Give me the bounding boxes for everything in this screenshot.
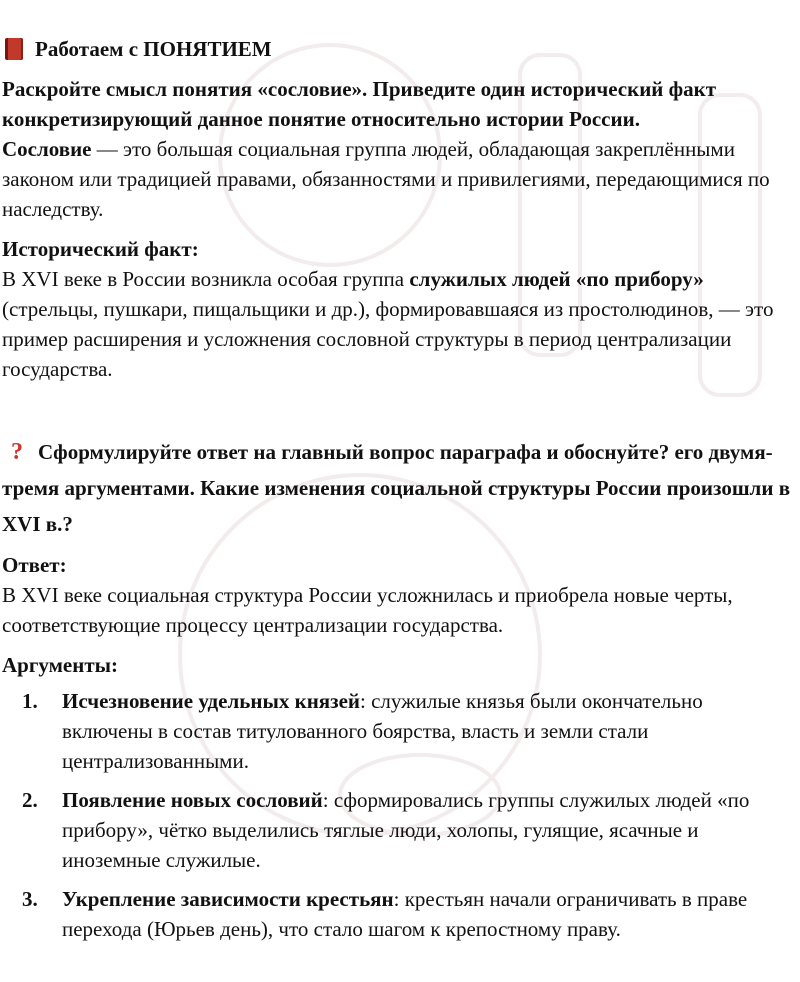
fact-paragraph [2, 264, 796, 384]
arguments-label: Аргументы: [2, 653, 119, 677]
argument-title: Укрепление зависимости крестьян [62, 887, 394, 911]
fact-text-after: (стрельцы, пушкари, пищальщики и др.), формировавшаяся из простолюдинов, — это пример расширения и усложнения сословной структуры в период централизации государства. [2, 297, 774, 381]
fact-text-bold: служилых людей «по прибору» [409, 267, 704, 291]
argument-title: Исчезновение удельных князей [62, 689, 361, 713]
document-page [0, 35, 800, 944]
argument-number: 1. [22, 689, 38, 713]
argument-text: : крестьян начали ограничивать в праве перехода (Юрьев день), что стало шагом к крепостному праву. [62, 887, 748, 941]
argument-number: 3. [22, 887, 38, 911]
task-prompt: Раскройте смысл понятия «сословие». Приведите один исторический факт конкретизирующий данное понятие относительно истории России. [2, 77, 717, 131]
argument-item [2, 785, 796, 875]
argument-text: : служилые князья были окончательно включены в состав титулованного боярства, власть и земли стали централизованными. [62, 689, 703, 773]
argument-item [2, 686, 796, 776]
definition-paragraph [2, 134, 796, 224]
answer-paragraph: В XVI веке социальная структура России усложнилась и приобрела новые черты, соответствующие процессу централизации государства. [2, 583, 733, 637]
argument-item [2, 884, 796, 944]
fact-label: Исторический факт: [2, 237, 199, 261]
answer-label: Ответ: [2, 553, 67, 577]
argument-number: 2. [22, 788, 38, 812]
argument-text: : сформировались группы служилых людей «по прибору», чётко выделились тяглые люди, холопы, гулящие, ясачные и иноземные служилые. [62, 788, 750, 872]
section-heading [2, 35, 796, 63]
question-mark-icon: ? [11, 439, 23, 465]
fact-text-before: В XVI веке в России возникла особая группа [2, 267, 410, 291]
question-heading [2, 434, 796, 542]
book-icon [5, 38, 23, 60]
section-title: Работаем с ПОНЯТИЕМ [35, 36, 272, 61]
arguments-list [2, 686, 796, 944]
definition-term: Сословие [2, 137, 92, 161]
definition-text: — это большая социальная группа людей, обладающая закреплёнными законом или традицией правами, обязанностями и привилегиями, передающимися по наследству. [2, 137, 770, 221]
question-text: Сформулируйте ответ на главный вопрос параграфа и обоснуйте? его двумя-тремя аргументами. Какие изменения социальной структуры России произошли в XVI в.? [2, 440, 791, 536]
argument-title: Появление новых сословий [62, 788, 323, 812]
